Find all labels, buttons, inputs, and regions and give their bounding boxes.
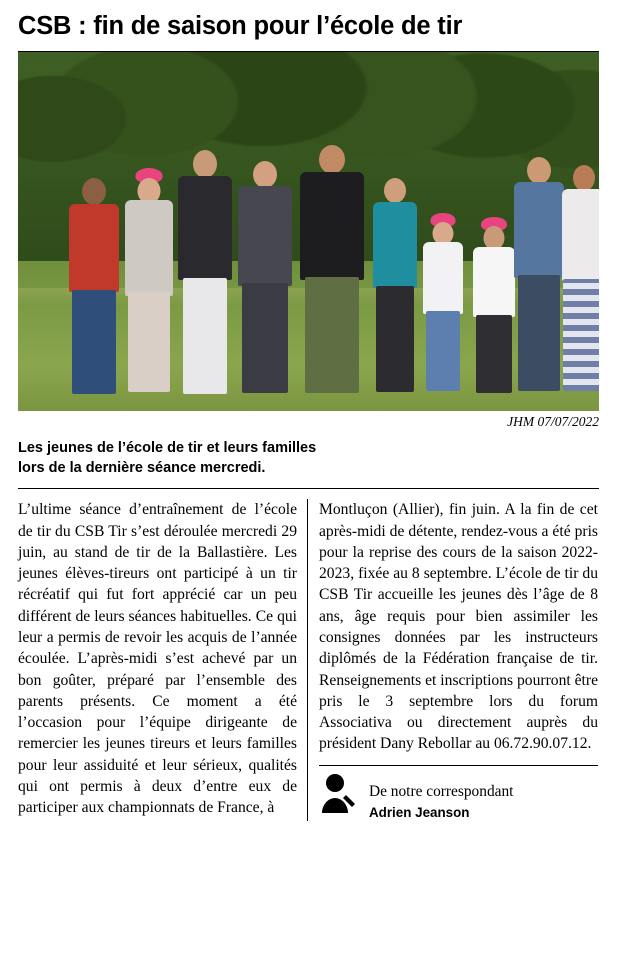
photo-credit: JHM 07/07/2022 xyxy=(507,414,599,430)
byline-text xyxy=(369,782,513,821)
person-head xyxy=(384,178,406,203)
person-torso xyxy=(373,202,417,288)
person-legs xyxy=(476,315,512,393)
person-figure xyxy=(370,178,420,393)
person-figure xyxy=(176,150,234,393)
person-head xyxy=(253,161,277,188)
person-legs xyxy=(72,290,116,394)
person-figure xyxy=(560,165,599,393)
body-column-left xyxy=(18,499,297,821)
person-head xyxy=(573,165,595,191)
person-legs xyxy=(376,286,414,392)
person-head xyxy=(82,178,106,205)
person-legs xyxy=(183,278,227,394)
divider-above-body xyxy=(18,488,599,489)
person-torso xyxy=(423,242,463,314)
body-text-left: L’ultime séance d’entraînement de l’école de tir du CSB Tir s’est déroulée mercredi 29 juin, au stand de tir de la Ballastière. Les jeunes élèves-tireurs ont participé à un tir récréatif qui fut fort apprécié car un peu différent de leurs séances habituelles. Ce qui leur a permis de revoir les acquis de l’année écoulée. L’après-midi s’est achevé par un bon goûter, préparé par l’ensemble des parents présents. Ce moment a été l’occasion pour l’équipe dirigeante de remercier les jeunes tireurs et leurs familles pour leur assiduité et leur sérieux, qualités qui ont permis à deux d’entre eux de participer aux championnats de France, à xyxy=(18,501,297,817)
person-figure xyxy=(512,157,566,393)
person-torso xyxy=(562,189,599,281)
body-column-right xyxy=(319,499,598,821)
person-legs xyxy=(426,311,460,391)
photo-caption xyxy=(18,438,578,478)
photo-caption-line-2: lors de la dernière séance mercredi. xyxy=(18,460,266,477)
person-torso xyxy=(125,200,173,296)
person-figure xyxy=(66,178,122,393)
photo-caption-line-1: Les jeunes de l’école de tir et leurs familles xyxy=(18,440,317,457)
person-head xyxy=(527,157,551,184)
person-legs xyxy=(563,279,599,391)
person-legs xyxy=(305,277,359,393)
person-torso xyxy=(473,247,515,317)
person-head xyxy=(193,150,217,178)
body-text-right: Montluçon (Allier), fin juin. A la fin de cet après-midi de détente, rendez-vous a été pris pour la reprise des cours de la saison 2022-2023, fixée au 8 septembre. L’école de tir du CSB Tir accueille les jeunes dès l’âge de 8 ans, âge requis pour bien assimiler les consignes données par les instructeurs diplômés de la Fédération française de tir. Renseignements et inscriptions pourront être pris le 3 septembre lors du forum Associativa ou directement auprès du président Dany Rebollar au 06.72.90.07.12. xyxy=(319,501,598,753)
person-torso xyxy=(514,182,564,278)
person-torso xyxy=(69,204,119,292)
person-legs xyxy=(242,283,288,393)
page-title: CSB : fin de saison pour l’école de tir xyxy=(18,12,463,40)
person-legs xyxy=(518,275,560,391)
byline-author: Adrien Jeanson xyxy=(369,804,470,820)
correspondent-icon xyxy=(319,773,359,821)
person-torso xyxy=(178,176,232,280)
column-divider xyxy=(307,499,308,821)
article-page xyxy=(0,12,617,969)
photo-group-of-people xyxy=(18,52,599,411)
person-figure xyxy=(122,168,176,393)
person-figure xyxy=(236,161,294,393)
byline xyxy=(319,773,598,821)
divider-above-byline xyxy=(319,765,598,766)
article-body xyxy=(18,499,599,821)
person-torso xyxy=(300,172,364,280)
person-figure xyxy=(298,145,366,393)
person-figure xyxy=(420,213,466,393)
byline-label: De notre correspondant xyxy=(369,782,514,800)
person-torso xyxy=(238,186,292,286)
person-figure xyxy=(470,217,518,393)
person-head xyxy=(319,145,345,174)
person-legs xyxy=(128,292,170,392)
article-photo xyxy=(18,52,599,411)
